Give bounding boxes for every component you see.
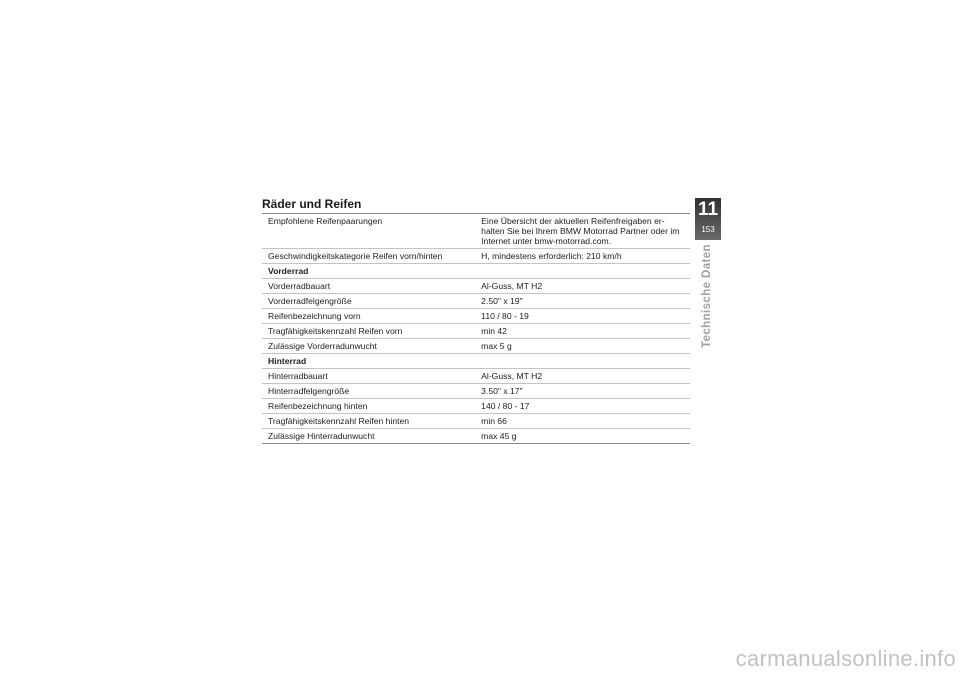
row-label: Reifenbezeichnung hinten	[262, 399, 475, 414]
table-row	[262, 294, 690, 309]
row-value: Al-Guss, MT H2	[475, 279, 690, 294]
table-row	[262, 249, 690, 264]
chapter-title: Technische Daten	[701, 244, 713, 348]
front-wheel-heading: Vorderrad	[262, 264, 690, 279]
row-value: min 66	[475, 414, 690, 429]
spec-table	[262, 213, 690, 444]
table-row	[262, 214, 690, 249]
table-row	[262, 309, 690, 324]
row-label: Reifenbezeichnung vorn	[262, 309, 475, 324]
row-value: 2.50" x 19"	[475, 294, 690, 309]
table-row	[262, 414, 690, 429]
row-label: Tragfähigkeitskennzahl Reifen hinten	[262, 414, 475, 429]
chapter-number: 11	[697, 199, 719, 220]
row-value: 3.50" x 17"	[475, 384, 690, 399]
table-row	[262, 324, 690, 339]
row-value: 110 / 80 - 19	[475, 309, 690, 324]
front-wheel-heading-row	[262, 264, 690, 279]
row-label: Zulässige Hinterradunwucht	[262, 429, 475, 444]
rear-wheel-heading: Hinterrad	[262, 354, 690, 369]
chapter-tab	[695, 198, 721, 240]
table-row	[262, 384, 690, 399]
row-label: Tragfähigkeitskennzahl Reifen vorn	[262, 324, 475, 339]
row-value: max 45 g	[475, 429, 690, 444]
watermark: carmanualsonline.info	[735, 646, 956, 671]
row-label: Geschwindigkeitskategorie Reifen vorn/hinten	[262, 249, 475, 264]
row-label: Hinterradbauart	[262, 369, 475, 384]
table-row	[262, 339, 690, 354]
row-label: Vorderradfelgengröße	[262, 294, 475, 309]
table-row	[262, 429, 690, 444]
row-value: Al-Guss, MT H2	[475, 369, 690, 384]
page-number: 153	[701, 225, 715, 234]
row-value: max 5 g	[475, 339, 690, 354]
row-label: Vorderradbauart	[262, 279, 475, 294]
rear-wheel-heading-row	[262, 354, 690, 369]
row-value: Eine Übersicht der aktuellen Reifenfreigaben er-halten Sie bei Ihrem BMW Motorrad Partner oder im Internet unter bmw-motorrad.com.	[475, 214, 690, 249]
row-value: H, mindestens erforderlich: 210 km/h	[475, 249, 690, 264]
row-label: Empfohlene Reifenpaarungen	[262, 214, 475, 249]
table-row	[262, 369, 690, 384]
row-value: 140 / 80 - 17	[475, 399, 690, 414]
row-label: Hinterradfelgengröße	[262, 384, 475, 399]
table-row	[262, 279, 690, 294]
table-row	[262, 399, 690, 414]
row-label: Zulässige Vorderradunwucht	[262, 339, 475, 354]
section-title: Räder und Reifen	[262, 197, 362, 211]
row-value: min 42	[475, 324, 690, 339]
